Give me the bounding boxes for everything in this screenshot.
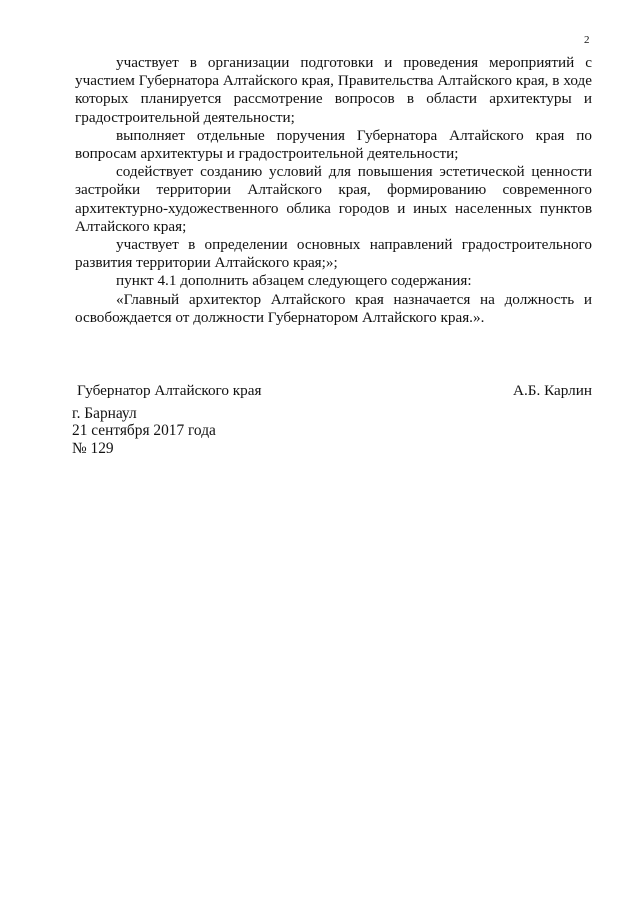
paragraph-aesthetic-value: содействует созданию условий для повышения эстетической ценности застройки территории Алтайского края, формированию современного архитектурно-художественного облика городов и иных населенных пунктов Алтайского края; [75, 163, 592, 235]
paragraph-appointment: «Главный архитектор Алтайского края назначается на должность и освобождается от должности Губернатором Алтайского края.». [75, 290, 592, 326]
paragraph-organization: участвует в организации подготовки и проведения мероприятий с участием Губернатора Алтайского края, Правительства Алтайского края, в ходе которых планируется рассмотрение вопросов в области архитектуры и градостроительной деятельности; [75, 54, 592, 126]
paragraph-instructions: выполняет отдельные поручения Губернатора Алтайского края по вопросам архитектуры и градостроительной деятельности; [75, 126, 592, 163]
signature-title: Губернатор Алтайского края [77, 382, 262, 399]
page-number: 2 [584, 34, 590, 46]
document-body [75, 54, 592, 327]
place-city: г. Барнаул [72, 405, 137, 422]
paragraph-amendment: пункт 4.1 дополнить абзацем следующего содержания: [116, 272, 472, 290]
signature-name: А.Б. Карлин [513, 382, 592, 399]
paragraph-development-directions: участвует в определении основных направлений градостроительного развития территории Алтайского края;»; [75, 236, 592, 272]
document-date: 21 сентября 2017 года [72, 422, 216, 440]
place-date-number [72, 405, 216, 457]
document-number: № 129 [72, 439, 114, 457]
